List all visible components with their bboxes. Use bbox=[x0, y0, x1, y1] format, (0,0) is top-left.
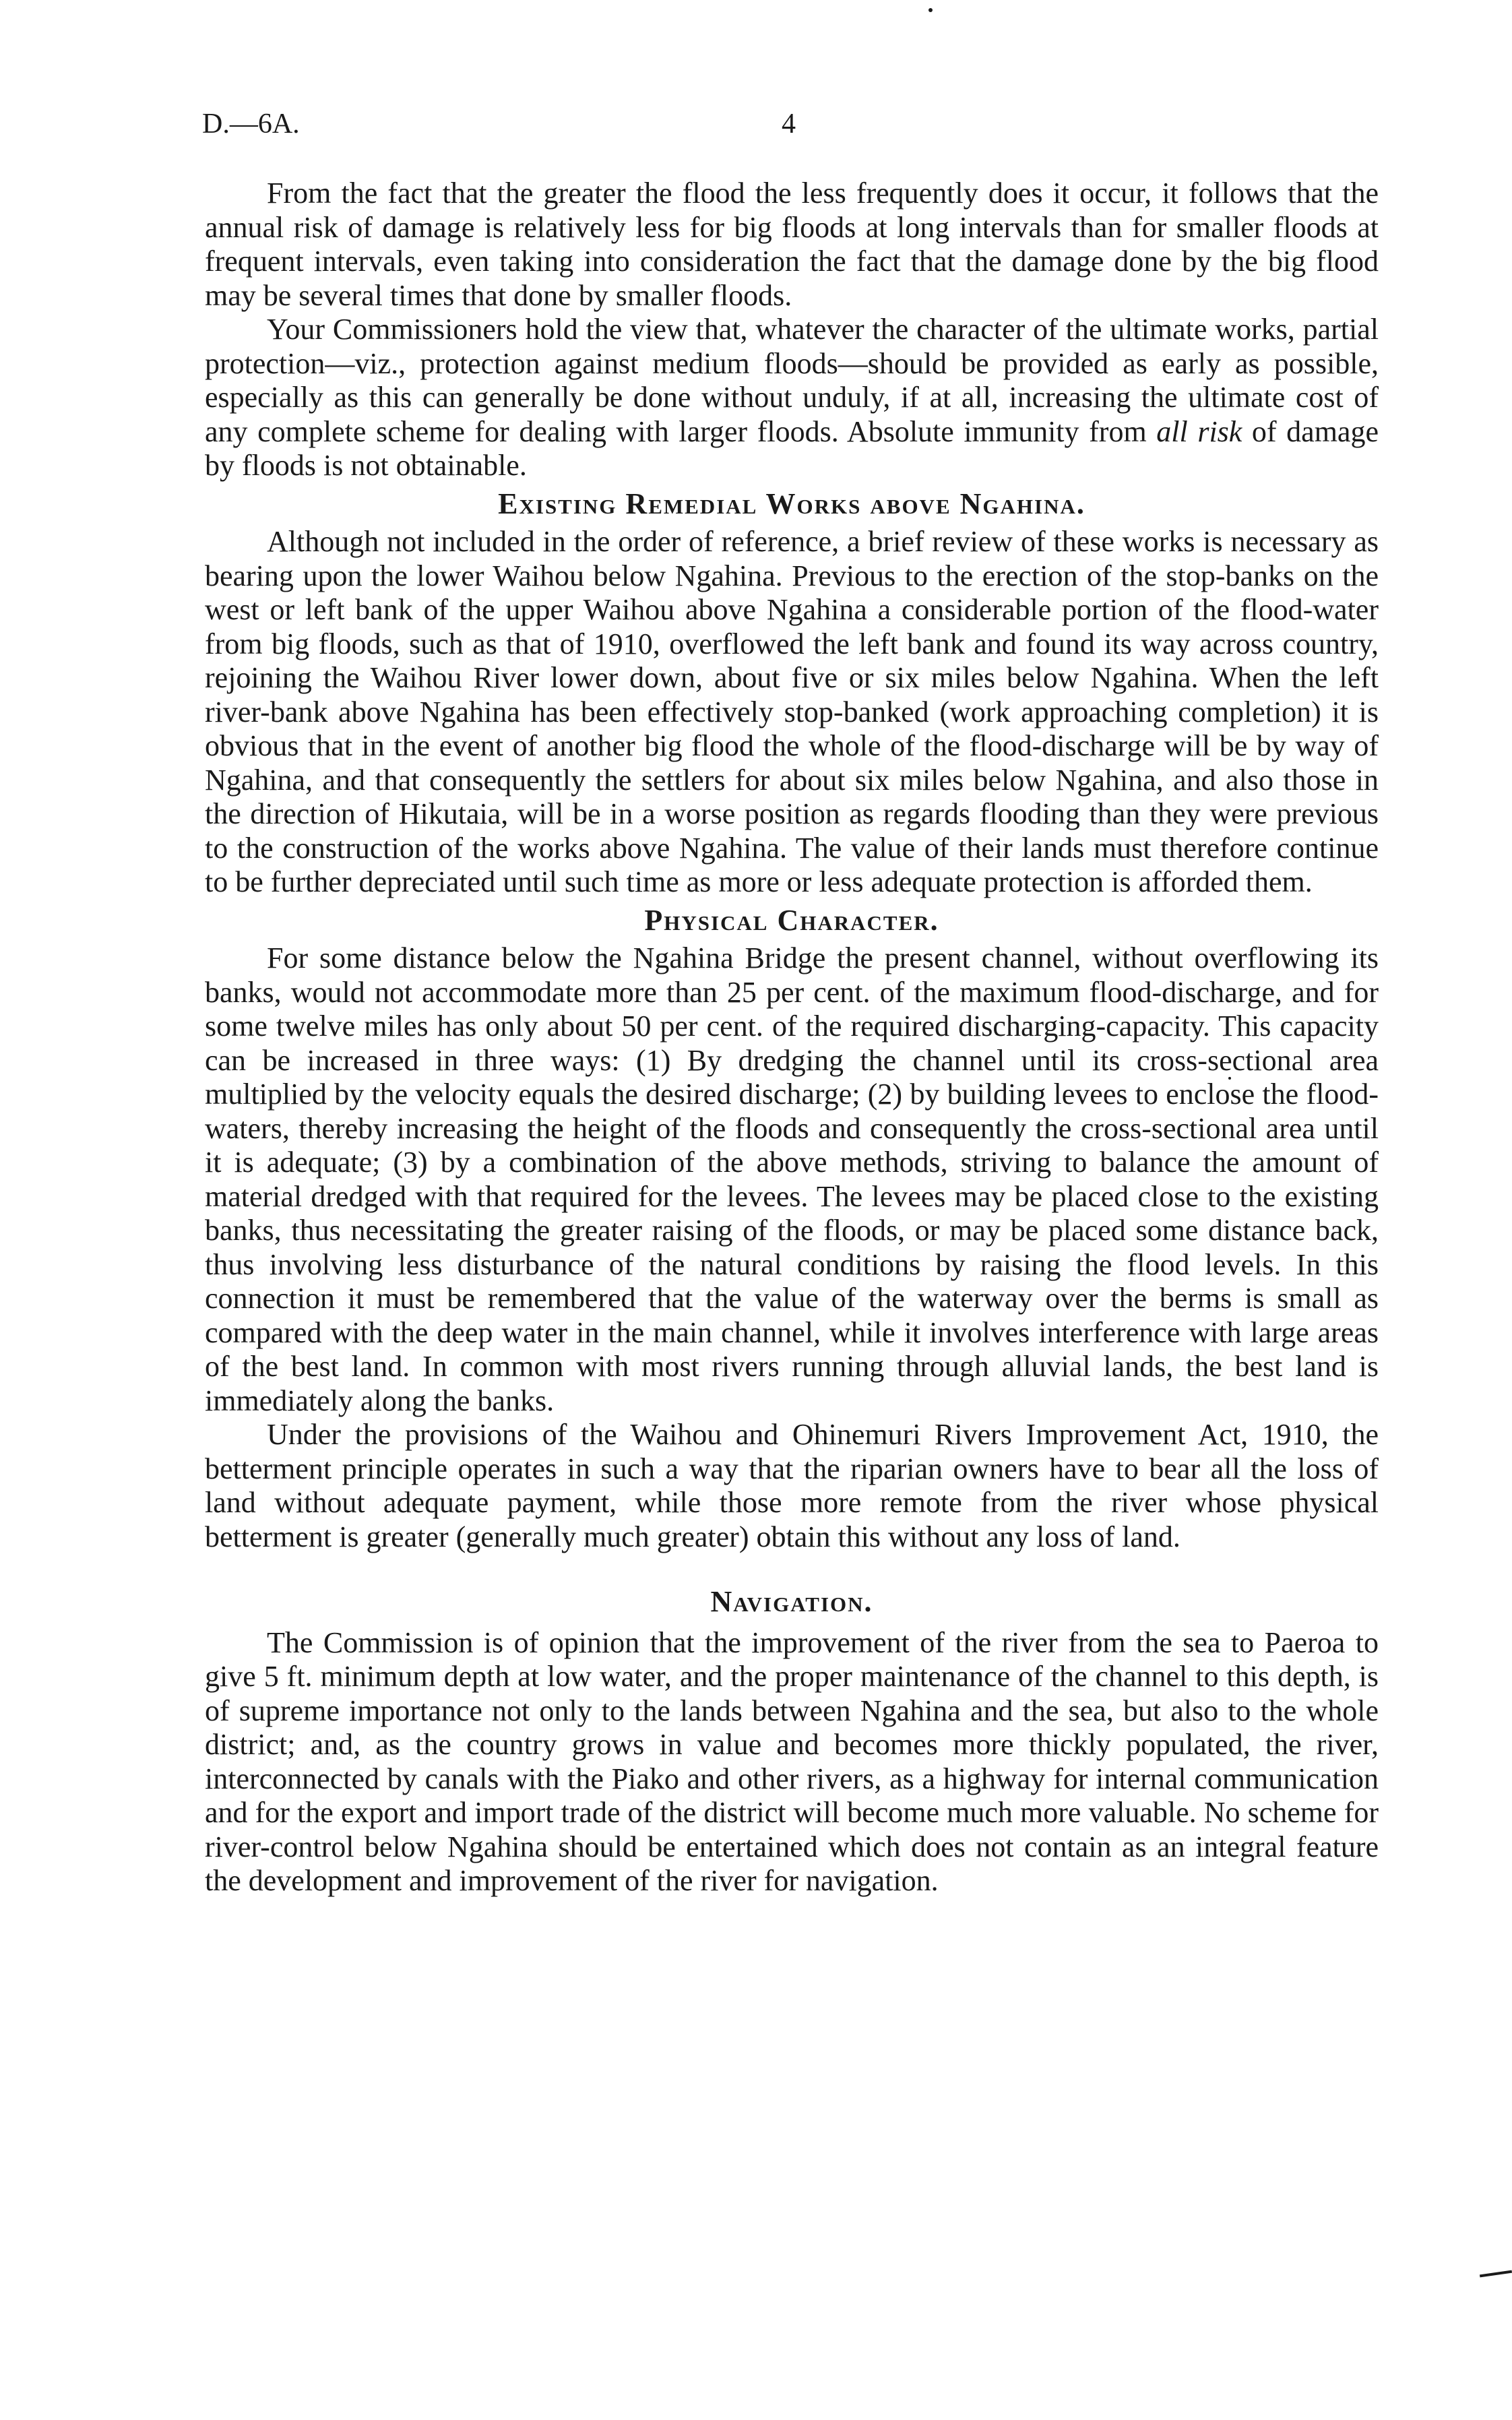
paragraph-physical-character: For some distance below the Ngahina Bridge the present channel, without overflowing its banks, would not accommodate more than 25 per cent. of the maximum flood-discharge, and for some twelve miles has only about 50 per cent. of the required discharging-capacity. This capacity can be increased in three ways: (1) By dredging the channel until its cross-sectional area multiplied by the velocity equals the desired discharge; (2) by building levees to enclose the flood-waters, thereby increasing the height of the floods and consequently the cross-sectional area until it is adequate; (3) by a combination of the above methods, striving to balance the amount of material dredged with that required for the levees. The levees may be placed close to the existing banks, thus necessitating the greater raising of the floods, or may be placed some distance back, thus involving less disturbance of the natural conditions by raising the flood levels. In this connection it must be remembered that the value of the waterway over the berms is small as compared with the deep water in the main channel, while it involves interference with large areas of the best land. In common with most rivers running through alluvial lands, the best land is immediately along the banks. bbox=[205, 941, 1379, 1417]
emphasis-all-risk: all risk bbox=[1156, 414, 1242, 448]
document-reference: D.—6A. bbox=[202, 108, 300, 139]
section-heading-physical-character: Physical Character. bbox=[644, 903, 939, 937]
paragraph-partial-protection bbox=[205, 313, 1379, 483]
margin-dash-mark bbox=[1480, 2270, 1512, 2278]
section-heading-existing-works: Existing Remedial Works above Ngahina. bbox=[498, 487, 1085, 520]
paragraph-navigation: The Commission is of opinion that the improvement of the river from the sea to Paeroa to give 5 ft. minimum depth at low water, and the proper maintenance of the channel to this depth, is of supreme importance not only to the lands between Ngahina and the sea, but also to the whole district; and, as the country grows in value and becomes more thickly populated, the river, interconnected by canals with the Piako and other rivers, as a highway for internal communication and for the export and import trade of the district will become much more valuable. No scheme for river-control below Ngahina should be entertained which does not contain as an integral feature the development and improvement of the river for navigation. bbox=[205, 1625, 1379, 1897]
paragraph-text: of damage by floods is not obtainable. bbox=[205, 414, 1379, 482]
paragraph-flood-frequency: From the fact that the greater the flood the less frequently does it occur, it follows that the annual risk of damage is relatively less for big floods at long intervals than for smaller floods at frequent intervals, even taking into consideration the fact that the damage done by the big flood may be several times that done by smaller floods. bbox=[205, 177, 1379, 312]
paragraph-text: Your Commissioners hold the view that, whatever the character of the ultimate works, partial protection—viz., protection against medium floods—should be provided as early as possible, especially as this can generally be done without unduly, if at all, increasing the ultimate cost of any complete scheme for dealing with larger floods. Absolute immunity from bbox=[205, 313, 1379, 448]
page-number: 4 bbox=[782, 108, 796, 139]
body-text bbox=[205, 177, 1379, 1898]
section-heading-navigation: Navigation. bbox=[710, 1585, 873, 1618]
paragraph-betterment-principle: Under the provisions of the Waihou and Ohinemuri Rivers Improvement Act, 1910, the betterment principle operates in such a way that the riparian owners have to bear all the loss of land without adequate payment, while those more remote from the river whose physical betterment is greater (generally much greater) obtain this without any loss of land. bbox=[205, 1418, 1379, 1553]
page-header bbox=[202, 108, 1381, 148]
print-speck bbox=[928, 8, 933, 12]
paragraph-existing-works: Although not included in the order of reference, a brief review of these works is necessary as bearing upon the lower Waihou below Ngahina. Previous to the erection of the stop-banks on the west or left bank of the upper Waihou above Ngahina a considerable portion of the flood-water from big floods, such as that of 1910, overflowed the left bank and found its way across country, rejoining the Waihou River lower down, about five or six miles below Ngahina. When the left river-bank above Ngahina has been effectively stop-banked (work approaching completion) it is obvious that in the event of another big flood the whole of the flood-discharge will be by way of Ngahina, and that consequently the settlers for about six miles below Ngahina, and also those in the direction of Hikutaia, will be in a worse position as regards flooding than they were previous to the construction of the works above Ngahina. The value of their lands must therefore continue to be further depreciated until such time as more or less adequate protection is afforded them. bbox=[205, 525, 1379, 898]
